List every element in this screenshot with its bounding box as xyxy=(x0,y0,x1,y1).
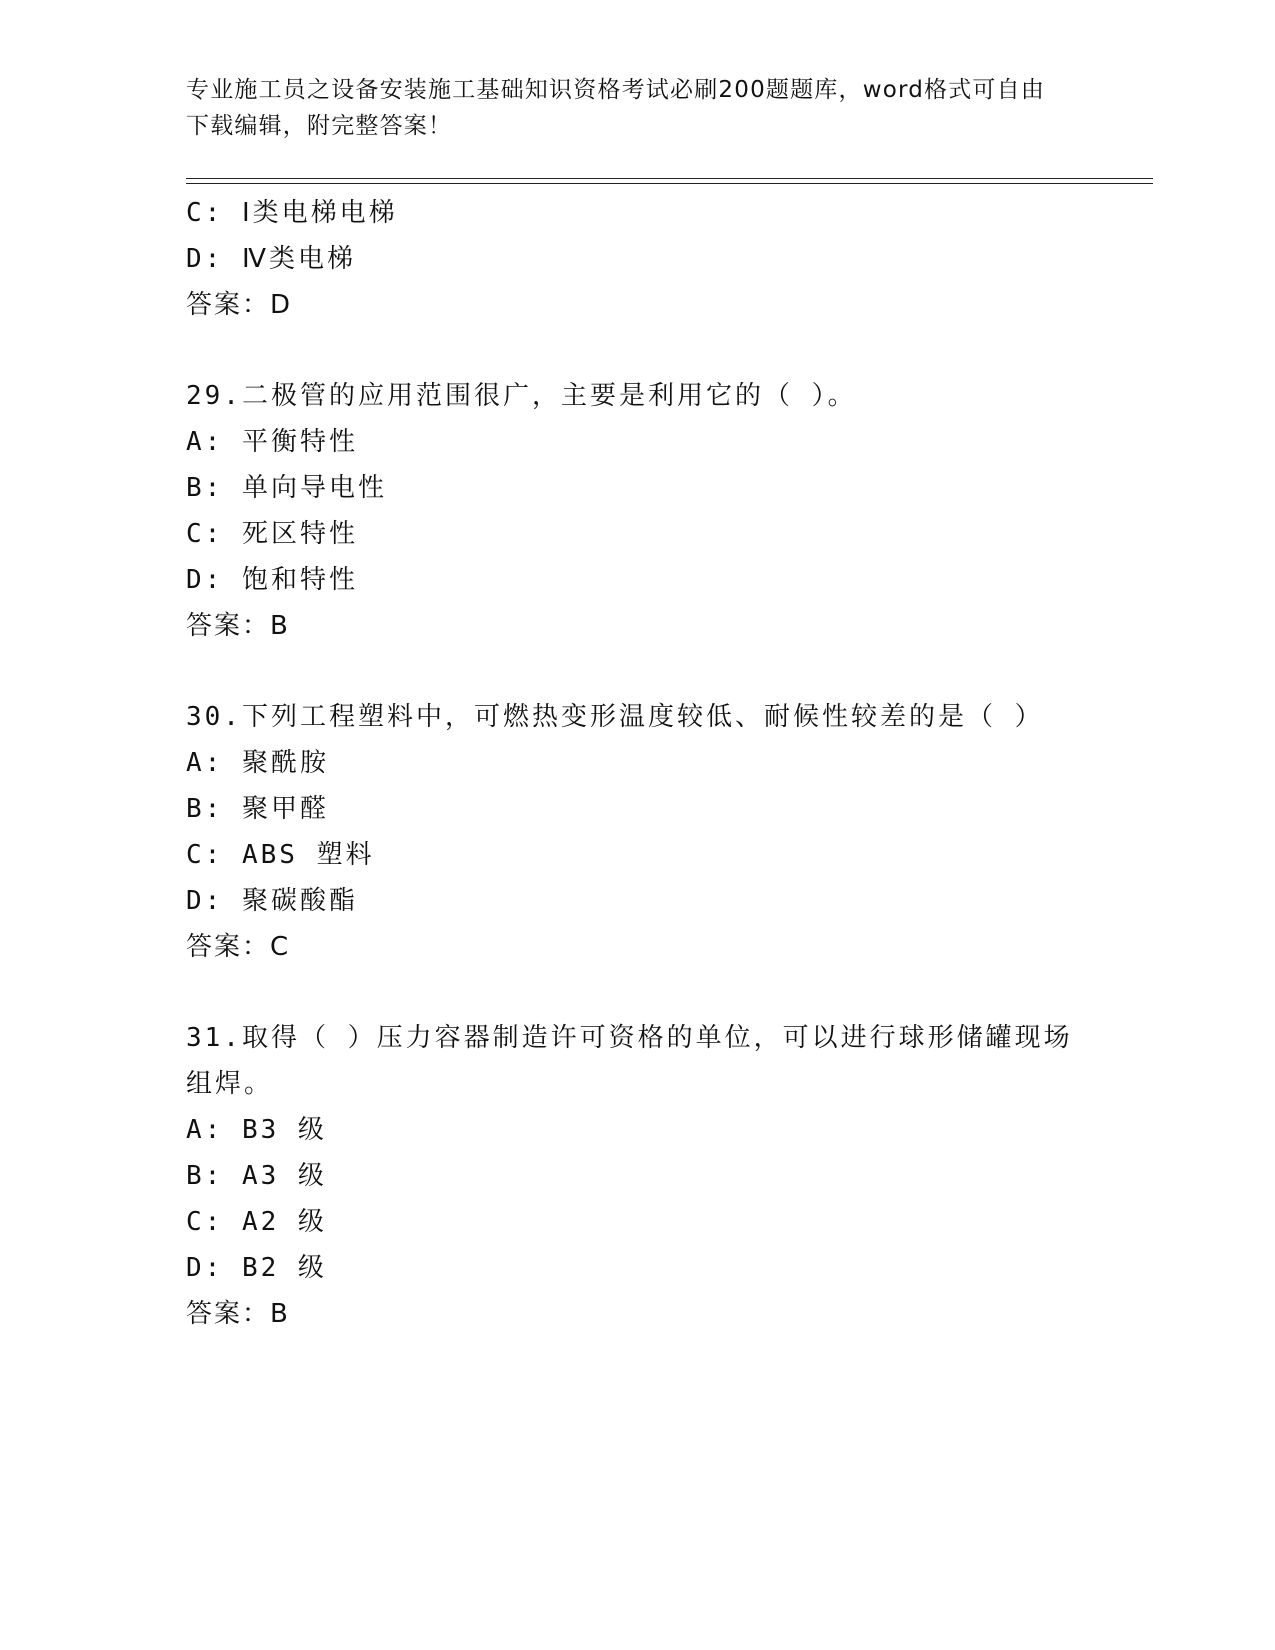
option-d: D: Ⅳ类电梯 xyxy=(186,244,356,274)
option-d: D: 饱和特性 xyxy=(186,565,358,595)
question-list xyxy=(186,190,1146,1337)
option-b: B: 单向导电性 xyxy=(186,473,387,503)
question-text: 29.二极管的应用范围很广，主要是利用它的（ ）。 xyxy=(186,381,857,411)
question-text-line-2: 组焊。 xyxy=(186,1069,274,1099)
question-29 xyxy=(186,373,1146,649)
option-a: A: 聚酰胺 xyxy=(186,748,329,778)
option-d: D: 聚碳酸酯 xyxy=(186,886,358,916)
option-c: C: A2 级 xyxy=(186,1207,327,1237)
document-header xyxy=(186,72,1086,144)
answer: 答案：B xyxy=(186,1299,290,1329)
header-rule-top xyxy=(186,178,1153,179)
option-c: C: Ⅰ类电梯电梯 xyxy=(186,198,398,228)
prev-question-tail xyxy=(186,190,1146,328)
option-a: A: 平衡特性 xyxy=(186,427,358,457)
option-b: B: A3 级 xyxy=(186,1161,327,1191)
header-rule-bottom xyxy=(186,183,1153,184)
question-text-line-1: 31.取得（ ）压力容器制造许可资格的单位，可以进行球形储罐现场 xyxy=(186,1023,1073,1053)
question-30 xyxy=(186,694,1146,970)
option-b: B: 聚甲醛 xyxy=(186,794,329,824)
option-c: C: 死区特性 xyxy=(186,519,358,549)
option-c: C: ABS 塑料 xyxy=(186,840,375,870)
answer: 答案：C xyxy=(186,932,291,962)
option-d: D: B2 级 xyxy=(186,1253,327,1283)
question-text: 30.下列工程塑料中，可燃热变形温度较低、耐候性较差的是（ ） xyxy=(186,702,1044,732)
header-line-1: 专业施工员之设备安装施工基础知识资格考试必刷200题题库，word格式可自由 xyxy=(186,77,1046,103)
option-a: A: B3 级 xyxy=(186,1115,327,1145)
answer: 答案：B xyxy=(186,611,290,641)
question-31 xyxy=(186,1015,1146,1337)
header-line-2: 下载编辑，附完整答案！ xyxy=(186,113,453,139)
answer: 答案：D xyxy=(186,290,293,320)
